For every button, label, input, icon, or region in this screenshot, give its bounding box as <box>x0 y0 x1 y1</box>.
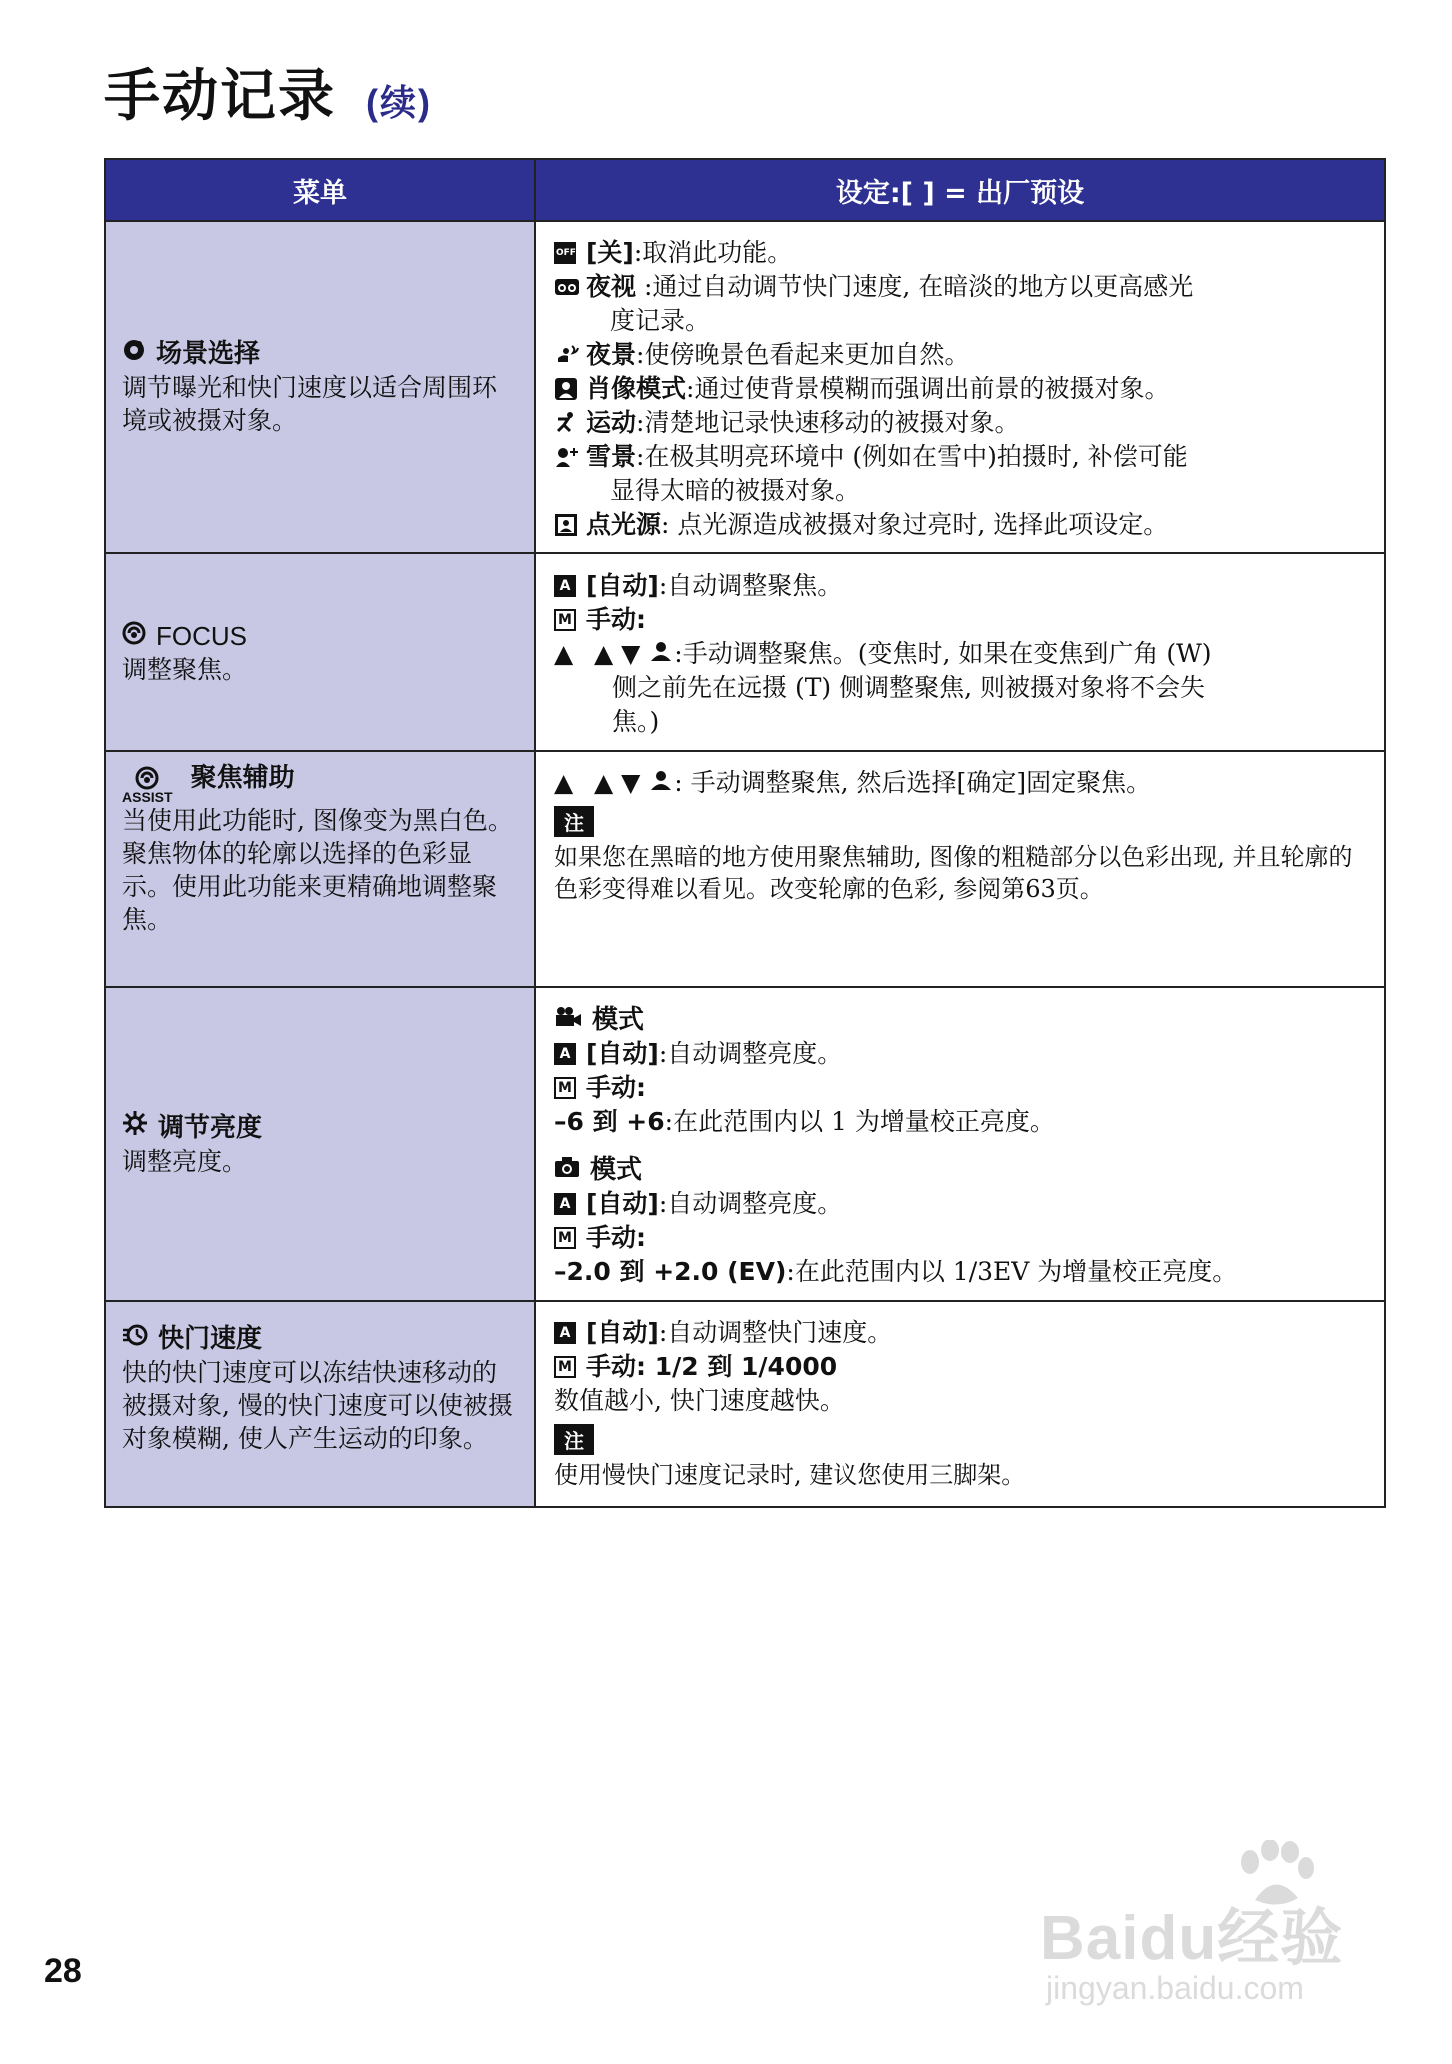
scene-line-off: OFF [关] :取消此功能。 <box>554 236 1366 270</box>
brightness-photo-manual: M 手动: <box>554 1221 1366 1255</box>
header-setting: 设定:[ ] = 出厂预设 <box>535 159 1385 221</box>
setting-cell-shutter <box>535 1301 1385 1507</box>
page-title-continued: (续) <box>366 82 432 123</box>
table-row-assist <box>105 751 1385 987</box>
page-title <box>104 52 432 132</box>
movie-camera-icon <box>554 1003 582 1037</box>
auto-icon: A <box>554 1037 586 1071</box>
person-icon <box>648 637 674 671</box>
setting-cell-focus <box>535 553 1385 751</box>
setting-cell-assist <box>535 751 1385 987</box>
focus-line-adjust-cont1: 侧之前先在远摄 (T) 侧调整聚焦, 则被摄对象将不会失 <box>612 673 1205 702</box>
still-camera-icon <box>554 1153 580 1187</box>
brightness-photo-auto: A [自动] :自动调整亮度。 <box>554 1187 1366 1221</box>
mountain-icon: ▲ <box>554 768 574 797</box>
scene-line-snow-cont: 显得太暗的被摄对象。 <box>610 476 861 505</box>
brightness-icon <box>122 1110 148 1145</box>
manual-icon: M <box>554 1071 586 1105</box>
menu-name-brightness: 调节亮度 <box>122 1110 518 1145</box>
scene-line-portrait: 肖像模式 :通过使背景模糊而强调出前景的被摄对象。 <box>554 372 1366 406</box>
manual-icon: M <box>554 1221 586 1255</box>
menu-cell-shutter <box>105 1301 535 1507</box>
brightness-movie-auto: A [自动] :自动调整亮度。 <box>554 1037 1366 1071</box>
menu-name-focus: FOCUS <box>122 619 518 653</box>
menu-cell-assist <box>105 751 535 987</box>
brightness-photo-range: –2.0 到 +2.0 (EV) :在此范围内以 1/3EV 为增量校正亮度。 <box>554 1257 1238 1286</box>
up-down-triangle-icon: ▲ ▼ <box>586 768 649 797</box>
scene-line-nightscene: 夜景 :使傍晚景色看起来更加自然。 <box>554 338 1366 372</box>
sports-icon <box>554 406 586 440</box>
assist-note-badge: 注 <box>554 800 1366 841</box>
table-row-scene <box>105 221 1385 553</box>
assist-note-text: 如果您在黑暗的地方使用聚焦辅助, 图像的粗糙部分以色彩出现, 并且轮廓的色彩变得难以看见。改变轮廓的色彩, 参阅第63页。 <box>554 843 1353 903</box>
menu-name-scene: 场景选择 <box>122 337 518 371</box>
brightness-movie-mode: 模式 <box>554 1003 1366 1037</box>
table-header-row <box>105 159 1385 221</box>
focus-assist-icon <box>122 766 173 804</box>
menu-desc-assist: 当使用此功能时, 图像变为黑白色。聚焦物体的轮廓以选择的色彩显示。使用此功能来更精确地调整聚焦。 <box>122 806 513 934</box>
shutter-note-text: 使用慢快门速度记录时, 建议您使用三脚架。 <box>554 1461 1026 1489</box>
night-scene-icon <box>554 338 586 372</box>
focus-icon <box>122 619 146 653</box>
watermark-main: Baidu经验 <box>1040 1904 1344 1973</box>
scene-line-snow: 雪景 :在极其明亮环境中 (例如在雪中)拍摄时, 补偿可能 <box>554 440 1366 474</box>
shutter-line-manual: M 手动: 1/2 到 1/4000 <box>554 1350 1366 1384</box>
shutter-note-badge: 注 <box>554 1418 1366 1459</box>
scene-line-nightvision: 夜视 :通过自动调节快门速度, 在暗淡的地方以更高感光 <box>554 270 1366 304</box>
settings-table <box>104 158 1386 1508</box>
night-vision-icon <box>554 270 586 304</box>
manual-icon: M <box>554 603 586 637</box>
scene-icon <box>122 337 146 371</box>
auto-icon: A <box>554 1316 586 1350</box>
menu-name-assist: ASSIST 聚焦辅助 <box>122 763 295 805</box>
setting-cell-scene <box>535 221 1385 553</box>
shutter-line-info: 数值越小, 快门速度越快。 <box>554 1386 845 1415</box>
brightness-photo-mode: 模式 <box>554 1153 1366 1187</box>
baidu-watermark <box>1040 1840 1420 2040</box>
table-row-brightness <box>105 987 1385 1301</box>
scene-line-sports: 运动 :清楚地记录快速移动的被摄对象。 <box>554 406 1366 440</box>
person-icon <box>648 766 674 800</box>
menu-name-shutter: 快门速度 <box>122 1322 518 1356</box>
page-title-text: 手动记录 <box>104 64 336 129</box>
scene-line-nightvision-cont: 度记录。 <box>610 306 711 335</box>
menu-cell-scene <box>105 221 535 553</box>
off-icon: OFF <box>554 236 586 270</box>
auto-icon: A <box>554 1187 586 1221</box>
watermark-sub: jingyan.baidu.com <box>1046 1970 1304 2006</box>
page-number: 28 <box>44 1952 82 1990</box>
focus-line-adjust-cont2: 焦。) <box>612 707 660 736</box>
manual-icon: M <box>554 1350 586 1384</box>
auto-icon: A <box>554 569 586 603</box>
menu-desc-shutter: 快的快门速度可以冻结快速移动的被摄对象, 慢的快门速度可以使被摄对象模糊, 使人产生运动的印象。 <box>122 1358 513 1453</box>
table-row-shutter <box>105 1301 1385 1507</box>
menu-cell-focus <box>105 553 535 751</box>
brightness-movie-range: –6 到 +6 :在此范围内以 1 为增量校正亮度。 <box>554 1107 1055 1136</box>
assist-tag: ASSIST <box>122 789 173 805</box>
portrait-icon <box>554 372 586 406</box>
assist-line-adjust: ▲ ▲ ▼ : 手动调整聚焦, 然后选择[确定]固定聚焦。 <box>554 766 1366 800</box>
up-triangle-icon: ▲ ▼ <box>586 639 649 668</box>
menu-desc-brightness: 调整亮度。 <box>122 1147 248 1176</box>
menu-desc-scene: 调节曝光和快门速度以适合周围环境或被摄对象。 <box>122 373 498 435</box>
focus-line-adjust: ▲ ▲ ▼ :手动调整聚焦。(变焦时, 如果在变焦到广角 (W) <box>554 637 1366 671</box>
snow-icon <box>554 440 586 474</box>
focus-line-manual: M 手动: <box>554 603 1366 637</box>
focus-line-auto: A [自动] :自动调整聚焦。 <box>554 569 1366 603</box>
spotlight-icon <box>554 508 586 542</box>
table-row-focus <box>105 553 1385 751</box>
scene-line-spotlight: 点光源 : 点光源造成被摄对象过亮时, 选择此项设定。 <box>554 508 1366 542</box>
brightness-movie-manual: M 手动: <box>554 1071 1366 1105</box>
shutter-icon <box>122 1322 148 1356</box>
setting-cell-brightness <box>535 987 1385 1301</box>
header-menu: 菜单 <box>105 159 535 221</box>
menu-cell-brightness <box>105 987 535 1301</box>
menu-desc-focus: 调整聚焦。 <box>122 654 248 684</box>
mountain-icon: ▲ <box>554 639 574 668</box>
shutter-line-auto: A [自动] :自动调整快门速度。 <box>554 1316 1366 1350</box>
